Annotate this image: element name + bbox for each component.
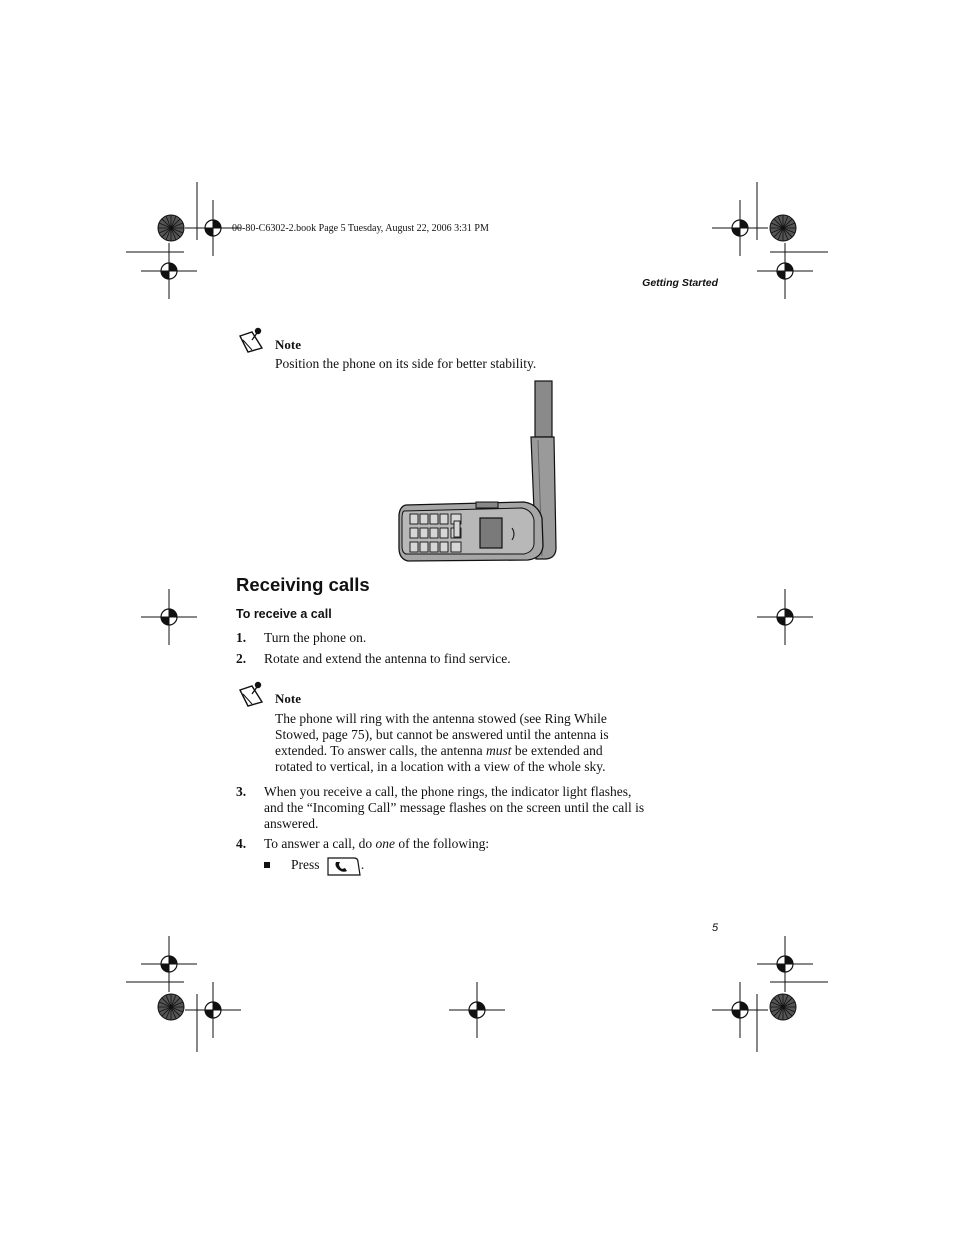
note-text: Position the phone on its side for better stability.: [275, 356, 537, 371]
note-pin-icon: [238, 680, 266, 708]
running-head: Getting Started: [642, 277, 718, 289]
step-number: 3.: [236, 784, 247, 799]
bullet-square-icon: [264, 862, 270, 868]
step-number: 2.: [236, 651, 247, 666]
section-title: Receiving calls: [236, 574, 370, 595]
bullet-punctuation: .: [360, 857, 365, 873]
step-text: Turn the phone on.: [264, 630, 367, 645]
satellite-phone-illustration: [396, 378, 560, 564]
note-title: Note: [275, 337, 301, 352]
print-slug: 00-80-C6302-2.book Page 5 Tuesday, August 22, 2006 3:31 PM: [232, 223, 489, 234]
bullet-label: Press: [291, 857, 320, 873]
note-text-segment: extended. To answer calls, the antenna: [275, 743, 486, 758]
step-number: 4.: [236, 836, 247, 851]
note-title: Note: [275, 691, 301, 706]
step-line: and the “Incoming Call” message flashes on the screen until the call is: [264, 800, 645, 815]
bullet-text: [291, 856, 364, 876]
note-text-segment: be extended and: [511, 743, 603, 758]
page-number: 5: [712, 922, 719, 934]
step-line: When you receive a call, the phone rings, the indicator light flashes,: [264, 784, 632, 799]
step-text-segment: To answer a call, do: [264, 836, 376, 851]
step-emphasis: one: [375, 836, 396, 851]
step-number: 1.: [236, 630, 247, 645]
note-line: The phone will ring with the antenna stowed (see Ring While: [275, 711, 607, 726]
note-line: [275, 743, 609, 759]
note-line: Stowed, page 75), but cannot be answered until the antenna is: [275, 727, 609, 742]
call-send-key-icon: [327, 856, 361, 876]
step-line: answered.: [264, 816, 319, 831]
procedure-title: To receive a call: [236, 607, 332, 621]
note-pin-icon: [238, 326, 266, 354]
step-text: [264, 836, 489, 852]
step-text: Rotate and extend the antenna to find service.: [264, 651, 511, 666]
step-text-segment: of the following:: [395, 836, 490, 851]
note-emphasis: must: [485, 743, 512, 758]
step-text: [264, 784, 644, 832]
note-text: [275, 711, 609, 775]
note-line: rotated to vertical, in a location with a view of the whole sky.: [275, 759, 606, 774]
